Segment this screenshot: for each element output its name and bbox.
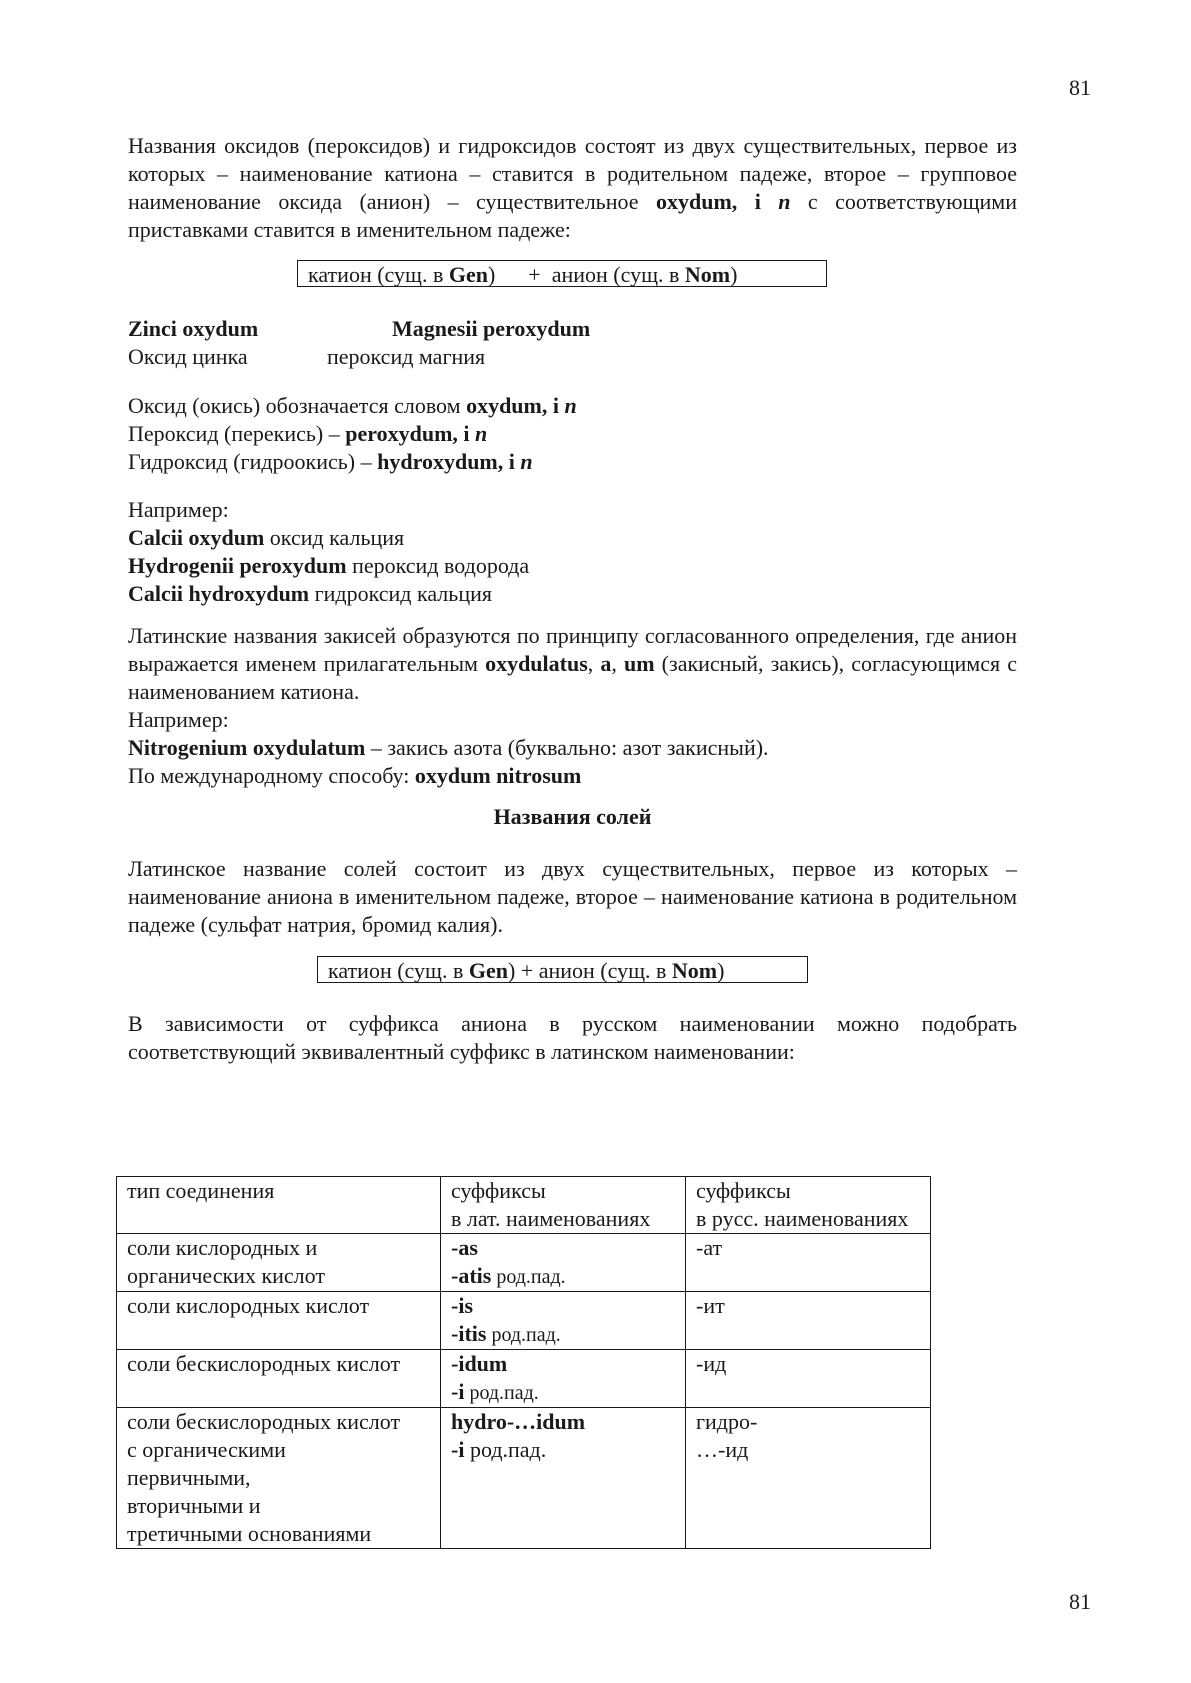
table-row: соли бескислородных кислот с органическими первичными, вторичными и третичными основаниями hydro-…idum -i род.пад. гидро- …-ид (117, 1408, 931, 1549)
table-row: соли бескислородных кислот -idum -i род.пад. -ид (117, 1350, 931, 1408)
formula-box-2: катион (сущ. в Gen) + анион (сущ. в Nom) (317, 956, 808, 983)
suffix-intro: В зависимости от суффикса аниона в русском наименовании можно подобрать соответствующий эквивалентный суффикс в латинском наименовании: (128, 1011, 1017, 1064)
salts-heading: Названия солей (493, 804, 652, 829)
intro-paragraph: Названия оксидов (пероксидов) и гидроксидов состоят из двух существительных, первое из которых – наименование катиона – ставится в родительном падеже, второе – групповое наименование оксида (анион) – существительное oxydum, i n с соответствующими приставками ставится в именительном падеже: (128, 133, 1017, 242)
salts-paragraph: Латинское название солей состоит из двух существительных, первое из которых – наименование аниона в именительном падеже, второе – наименование катиона в родительном падеже (сульфат натрия, бромид калия). (128, 856, 1017, 937)
example-line: Calcii oxydum оксид кальция (128, 525, 405, 550)
suffix-table (116, 1176, 931, 1549)
table-header-cell: суффиксы в лат. наименованиях (441, 1177, 686, 1234)
page-number-bottom: 81 (1069, 1589, 1091, 1614)
example-russian-2: пероксид магния (327, 344, 486, 369)
table-row: соли кислородных кислот -is -itis род.пад. -ит (117, 1292, 931, 1350)
term-line: Пероксид (перекись) – peroxydum, i n (128, 421, 488, 446)
example-line: Calcii hydroxydum гидроксид кальция (128, 581, 492, 606)
example-latin-1: Zinci oxydum (128, 316, 259, 341)
examples-list: Например: Calcii oxydum оксид кальция Hydrogenii peroxydum пероксид водорода Calcii hydroxydum гидроксид кальция (128, 496, 1017, 608)
table-header-cell: суффиксы в русс. наименованиях (686, 1177, 931, 1234)
table-row: соли кислородных и органических кислот -as -atis род.пад. -ат (117, 1234, 931, 1292)
oxydul-section: Латинские названия закисей образуются по принципу согласованного определения, где анион выражается именем прилагательным oxydulatus, a, um (закисный, закись), согласующимся с наименованием катиона. Например: Nitrogenium oxydulatum – закись азота (буквально: азот закисный). По международному способу: oxydum nitrosum (128, 623, 1017, 788)
term-line: Оксид (окись) обозначается словом oxydum, i n (128, 393, 577, 418)
examples-oxides (128, 315, 1017, 371)
example-russian-1: Оксид цинка (128, 344, 248, 369)
term-line: Гидроксид (гидроокись) – hydroxydum, i n (128, 449, 533, 474)
table-header-row (117, 1177, 931, 1234)
page-number-top: 81 (1069, 75, 1091, 100)
table-header-cell: тип соединения (117, 1177, 441, 1234)
terms-list (128, 392, 1017, 476)
formula-box-1: катион (сущ. в Gen) + анион (сущ. в Nom) (297, 260, 827, 287)
example-latin-2: Magnesii peroxydum (392, 316, 591, 341)
example-line: Hydrogenii peroxydum пероксид водорода (128, 553, 530, 578)
